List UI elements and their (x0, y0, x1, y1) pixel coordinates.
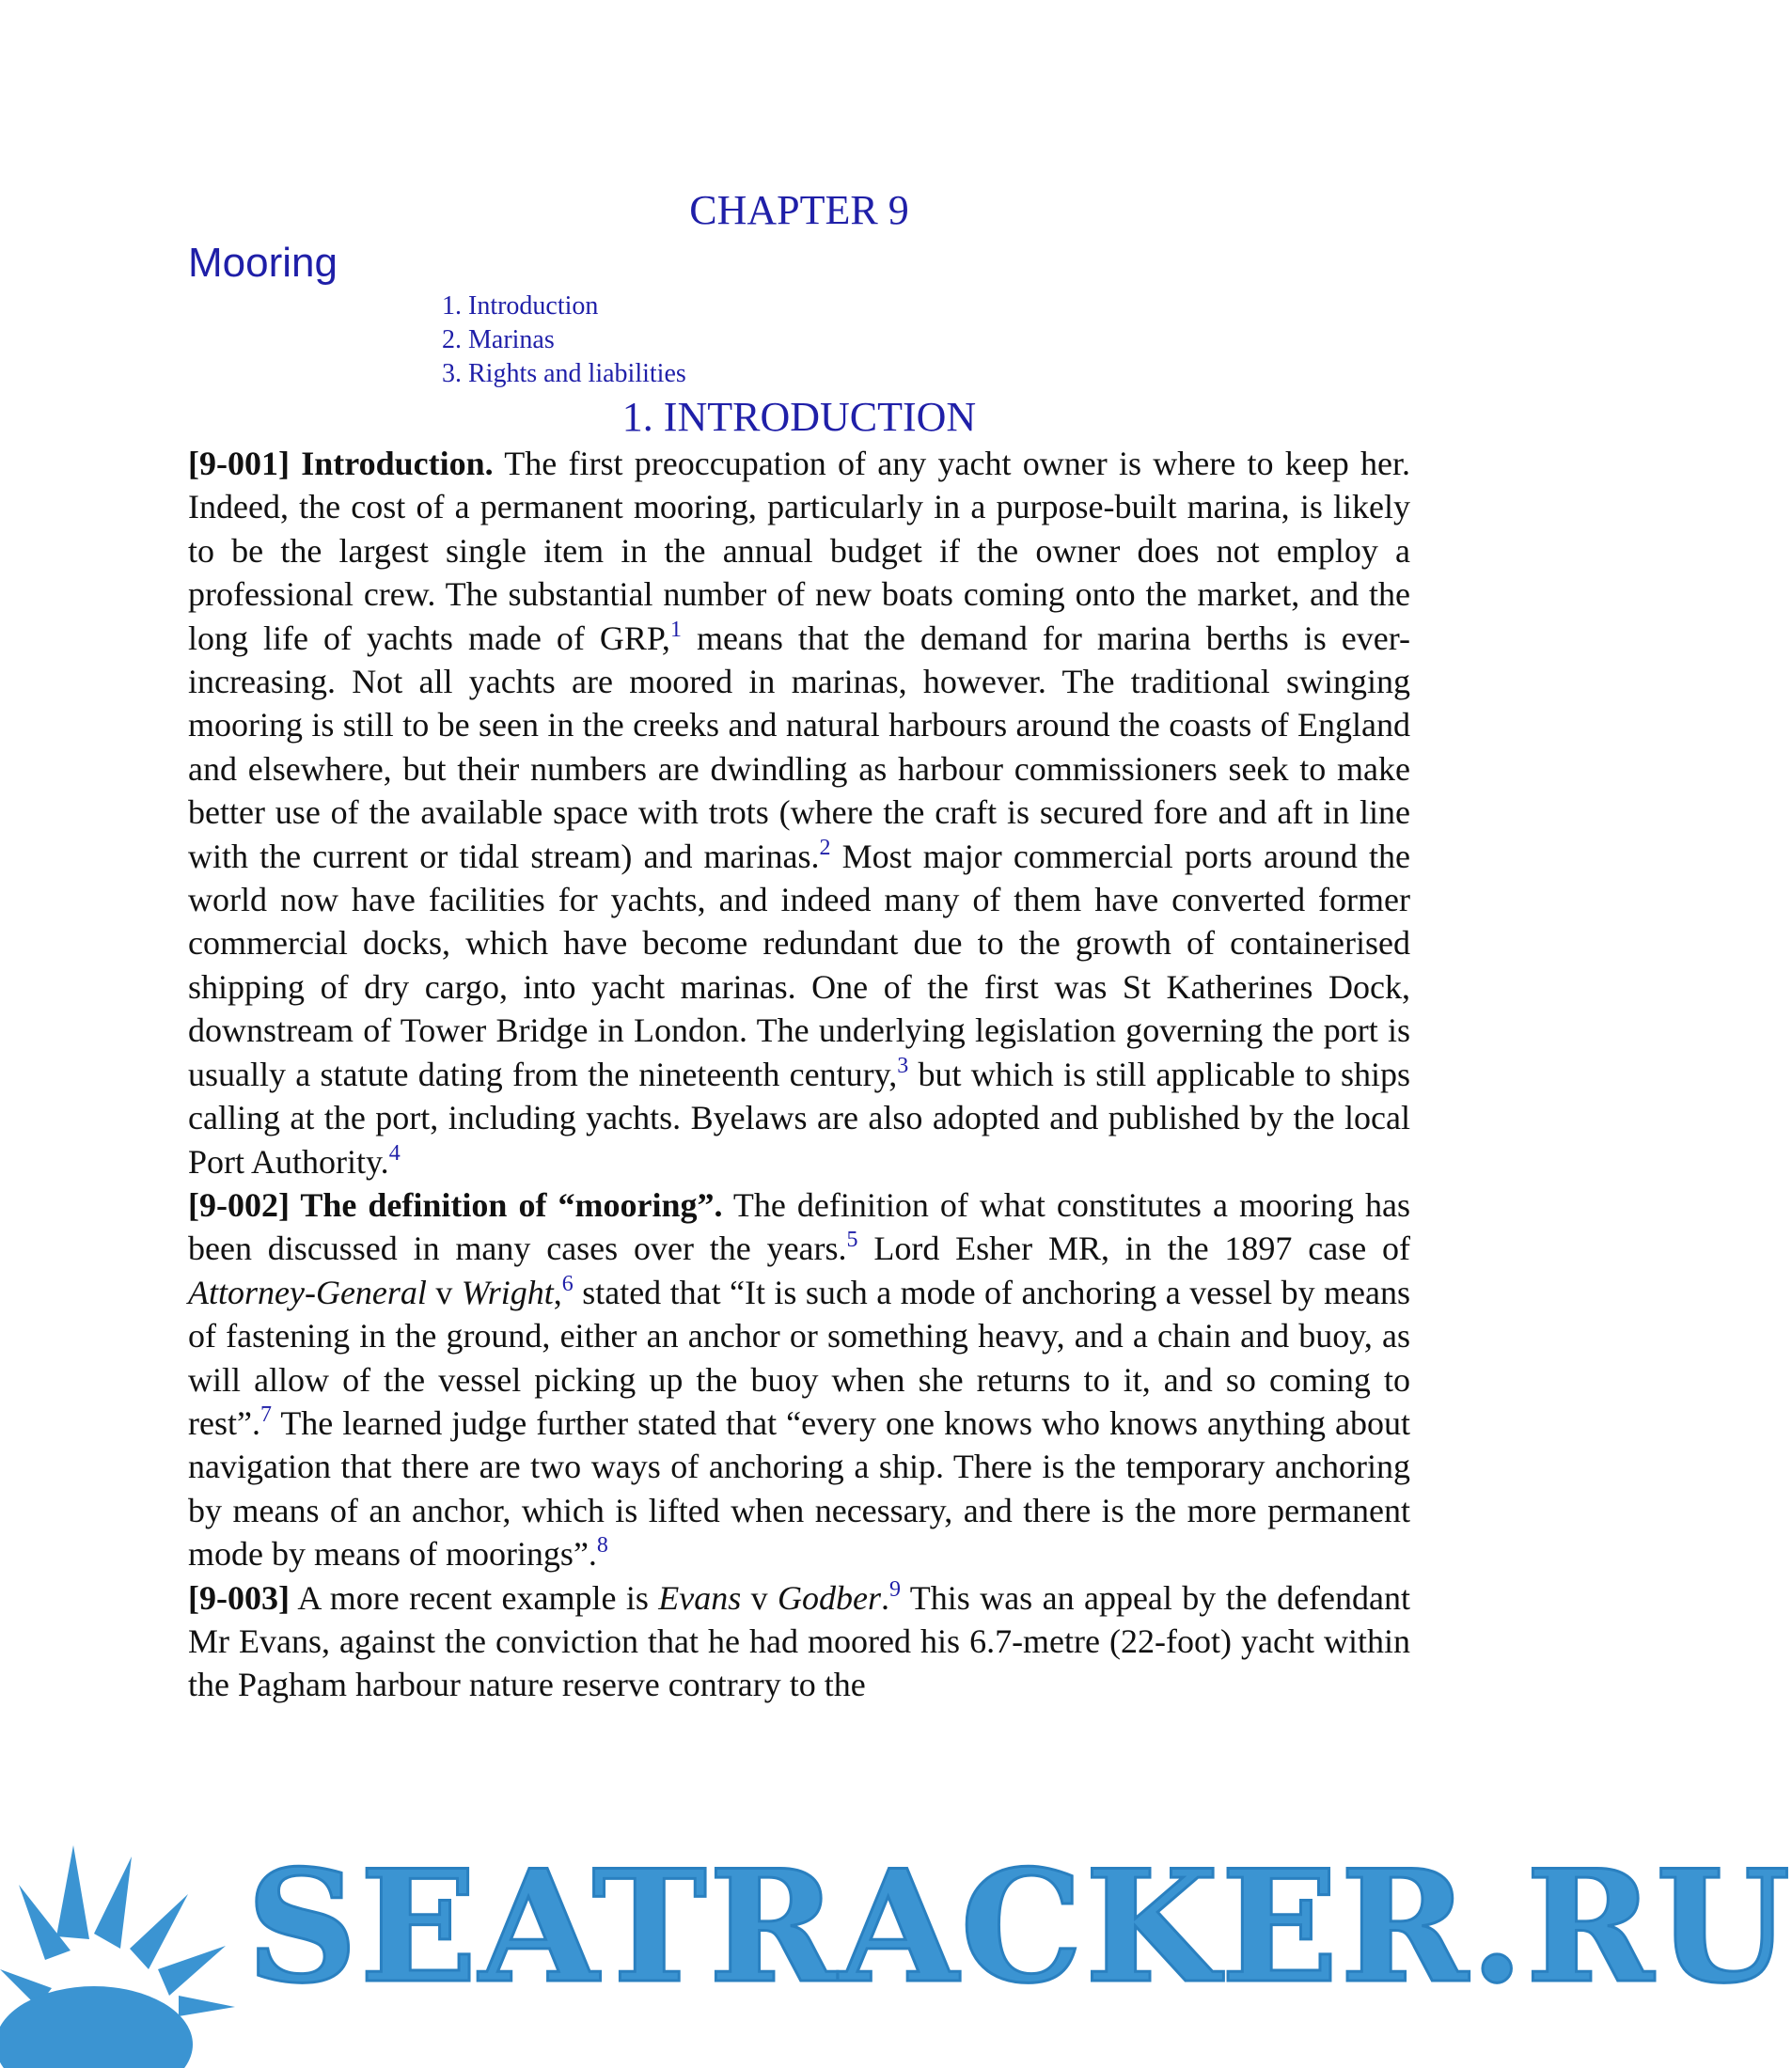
paragraph-text: . (881, 1578, 890, 1617)
paragraph-text: , (553, 1273, 562, 1311)
table-of-contents (442, 290, 686, 391)
paragraph-label: [9-001] Introduction. (188, 445, 494, 482)
chapter-subject: Mooring (188, 240, 338, 286)
paragraph-label: [9-003] (188, 1578, 290, 1617)
footnote-ref[interactable]: 7 (259, 1402, 272, 1427)
section-heading: 1. INTRODUCTION (621, 394, 977, 440)
paragraph-text: but which is still applicable to ships calling at the port, including yachts. Byelaws are also adopted and published by the local Port Authority. (188, 1055, 1411, 1181)
paragraph-text: The first preoccupation of any yacht owner is where to keep her. Indeed, the cost of a permanent mooring, particularly in a purpose-built marina, is likely to be the largest single item in the annual budget if the owner does not employ a professional crew. The substantial number of new boats coming onto the market, and the long life of yachts made of GRP, (188, 445, 1411, 657)
paragraph-text: A more recent example is (289, 1578, 659, 1617)
paragraph-text: Lord Esher MR, in the 1897 case of (857, 1230, 1410, 1268)
paragraph-9-003 (188, 1576, 1410, 1707)
footnote-ref[interactable]: 4 (388, 1140, 401, 1166)
paragraph-text: Most major commercial ports around the world now have facilities for yachts, and indeed many of them have converted former commercial docks, which have become redundant due to the growth of containerised shipping of dry cargo, into yacht marinas. One of the first was St Katherines Dock, downstream of Tower Bridge in London. The underlying legislation governing the port is usually a statute dating from the nineteenth century, (188, 837, 1410, 1093)
footnote-ref[interactable]: 9 (889, 1576, 902, 1602)
toc-item-introduction[interactable]: 1. Introduction (442, 291, 599, 321)
case-versus: v (741, 1578, 778, 1617)
footnote-ref[interactable]: 1 (669, 617, 682, 642)
chapter-title: CHAPTER 9 (689, 187, 909, 233)
paragraph-text: means that the demand for marina berths is ever-increasing. Not all yachts are moored in marinas, however. The traditional swinging mooring is still to be seen in the creeks and natural harbours around the coasts of England and elsewhere, but their numbers are dwindling as harbour commissioners seek to make better use of the available space with trots (where the craft is secured fore and aft in line with the current or tidal stream) and marinas. (188, 619, 1410, 875)
toc-item-marinas[interactable]: 2. Marinas (442, 325, 555, 354)
case-versus: v (426, 1273, 462, 1311)
paragraph-text: The definition of what constitutes a mooring has been discussed in many cases over the years. (188, 1185, 1410, 1268)
paragraph-label: [9-002] The definition of “mooring”. (188, 1185, 723, 1224)
case-name: Attorney-General (188, 1273, 427, 1311)
toc-item-rights[interactable]: 3. Rights and liabilities (442, 359, 686, 388)
footnote-ref[interactable]: 5 (846, 1228, 858, 1253)
case-name: Godber (778, 1578, 882, 1617)
body-text (188, 442, 1410, 1707)
paragraph-9-001 (188, 442, 1410, 1183)
footnote-ref[interactable]: 8 (596, 1533, 608, 1559)
paragraph-text: This was an appeal by the defendant Mr Evans, against the conviction that he had moored his 6.7-metre (22-foot) yacht within the Pagham harbour nature reserve contrary to the (188, 1578, 1411, 1704)
footnote-ref[interactable]: 2 (819, 835, 831, 860)
paragraph-text: The learned judge further stated that “every one knows who knows anything about navigation that there are two ways of anchoring a ship. There is the temporary anchoring by means of an anchor, which is lifted when necessary, and there is the more permanent mode by means of moorings”. (188, 1403, 1410, 1574)
footnote-ref[interactable]: 6 (561, 1271, 574, 1296)
footnote-ref[interactable]: 3 (897, 1053, 909, 1078)
case-name: Wright (461, 1273, 554, 1311)
case-name: Evans (658, 1578, 742, 1617)
paragraph-text: stated that “It is such a mode of anchoring a vessel by means of fastening in the ground, either an anchor or something heavy, and a chain and buoy, as will allow of the vessel picking up the buoy when she returns to it, and so coming to rest”. (188, 1273, 1410, 1442)
watermark-text: SEATRACKER.RU (246, 1836, 1792, 2017)
paragraph-9-002 (188, 1183, 1410, 1576)
